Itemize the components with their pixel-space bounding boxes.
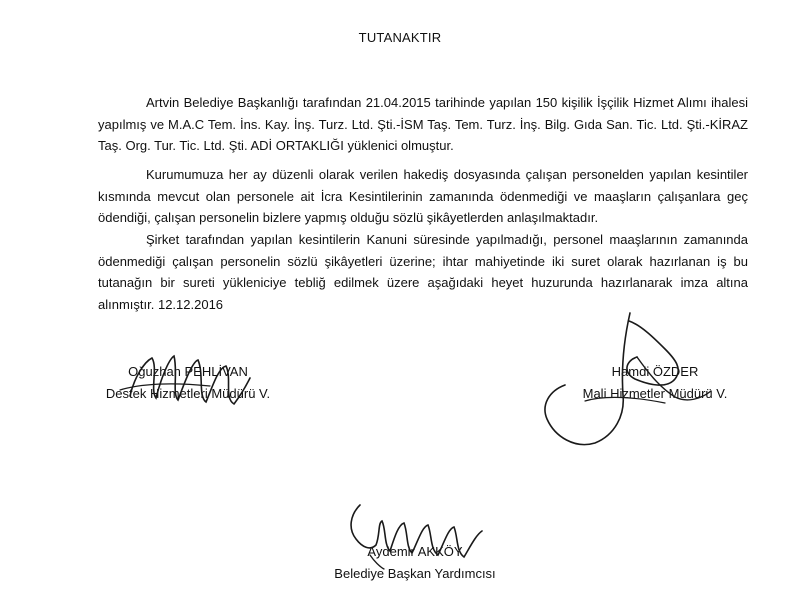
signatory-right-title: Mali Hizmetler Müdürü V. <box>582 386 728 401</box>
signatory-bottom <box>320 541 510 585</box>
paragraph-1 <box>98 92 748 157</box>
signatory-left-title: Destek Hizmetleri Müdürü V. <box>105 386 271 401</box>
paragraph-1-text: Artvin Belediye Başkanlığı tarafından 21.04.2015 tarihinde yapılan 150 kişilik İşçilik Hizmet Alımı ihalesi yapılmış ve M.A.C Tem. İns. Kay. İnş. Turz. Ltd. Şti.-İSM Taş. Tem. Turz. İnş. Bilg. Gıda San. Tic. Ltd. Şti.-KİRAZ Taş. Org. Tur. Tic. Ltd. Şti. ADİ ORTAKLIĞI yüklenici olmuştur. <box>98 95 748 153</box>
signatory-bottom-name: Aydemir AKKÖY <box>367 544 463 559</box>
paragraph-2 <box>98 164 748 229</box>
paragraph-3-text: Şirket tarafından yapılan kesintilerin Kanuni süresinde yapılmadığı, personel maaşlarının zamanında ödenmediği çalışan personelin sözlü şikâyetleri üzerine; ihtar mahiyetinde iki suret olarak hazırlanan iş bu tutanağın bir sureti yükleniciye tebliğ edilmek üzere aşağıdaki heyet huzurunda hazırlanarak imza altına alınmıştır. 12.12.2016 <box>98 232 748 312</box>
signatory-left <box>78 361 298 405</box>
signatory-right <box>560 361 750 405</box>
paragraph-2-text: Kurumumuza her ay düzenli olarak verilen hakediş dosyasında çalışan personelden yapılan kesintiler kısmında mevcut olan personele ait İcra Kesintilerinin zamanında ödenmediği ve maaşların çalışanlara geç ödendiği, çalışan personelin bizlere yapmış olduğu sözlü şikâyetlerden anlaşılmaktadır. <box>98 167 748 225</box>
paragraph-3 <box>98 229 748 315</box>
signatory-left-name: Oğuzhan PEHLİVAN <box>128 364 248 379</box>
signatory-right-name: Hamdi ÖZDER <box>611 364 699 379</box>
signatory-bottom-title: Belediye Başkan Yardımcısı <box>334 566 496 581</box>
document-title: TUTANAKTIR <box>358 30 442 45</box>
